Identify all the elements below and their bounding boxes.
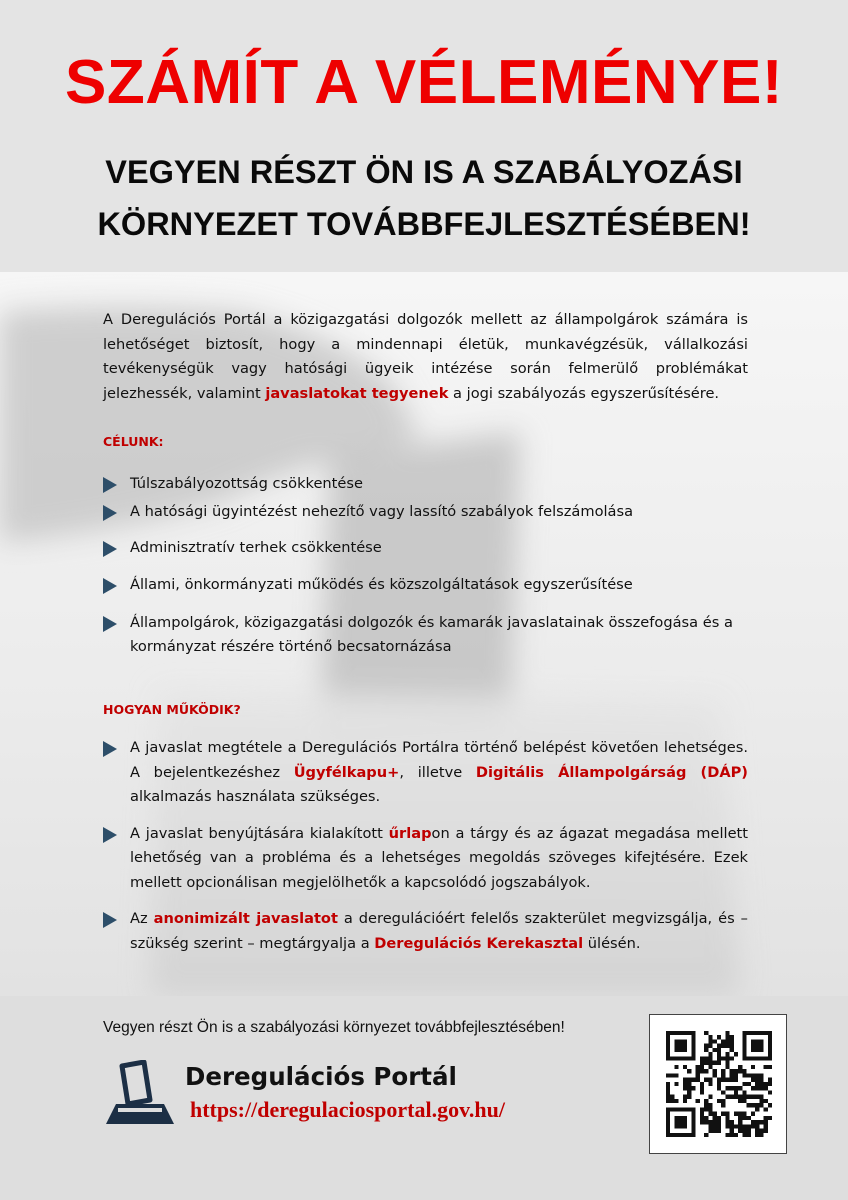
how-item: A javaslat megtétele a Deregulációs Portálra történő belépést követően lehetséges. A bejelentkezéshez Ügyfélkapu+, illetve Digitális Állampolgárság (DÁP) alkalmazás használata szükséges. (103, 736, 748, 810)
bullet-arrow-icon (103, 827, 117, 843)
intro-text-end: a jogi szabályozás egyszerűsítésére. (448, 384, 720, 402)
goal-item: A hatósági ügyintézést nehezítő vagy lassító szabályok felszámolása (103, 500, 748, 525)
goals-list (103, 472, 748, 660)
intro-paragraph (103, 308, 748, 406)
header-banner (0, 0, 848, 272)
footer-call-to-action: Vegyen részt Ön is a szabályozási környezet továbbfejlesztésében! (103, 1019, 565, 1036)
main-content (103, 308, 748, 956)
goals-heading: CÉLUNK: (103, 434, 164, 449)
how-item: Az anonimizált javaslatot a deregulációért felelős szakterület megvizsgálja, és – szükség szerint – megtárgyalja a Deregulációs Kerekasztal ülésén. (103, 907, 748, 956)
bullet-arrow-icon (103, 505, 117, 521)
bullet-arrow-icon (103, 578, 117, 594)
portal-name: Deregulációs Portál (185, 1062, 457, 1091)
goal-item: Túlszabályozottság csökkentése (103, 472, 748, 497)
goal-item: Állami, önkormányzati működés és közszolgáltatások egyszerűsítése (103, 573, 748, 598)
page-subtitle (0, 146, 848, 250)
goal-item: Adminisztratív terhek csökkentése (103, 536, 748, 561)
bullet-arrow-icon (103, 477, 117, 493)
qr-code-image (666, 1031, 772, 1137)
bullet-arrow-icon (103, 741, 117, 757)
bullet-arrow-icon (103, 541, 117, 557)
goal-item: Állampolgárok, közigazgatási dolgozók és kamarák javaslatainak összefogása és a kormányzat részére történő becsatornázása (103, 611, 748, 660)
portal-url-link[interactable]: https://deregulaciosportal.gov.hu/ (190, 1097, 505, 1122)
bullet-arrow-icon (103, 912, 117, 928)
subtitle-line-2: KÖRNYEZET TOVÁBBFEJLESZTÉSÉBEN! (97, 206, 751, 242)
qr-code[interactable] (649, 1014, 787, 1154)
subtitle-line-1: VEGYEN RÉSZT ÖN IS A SZABÁLYOZÁSI (105, 154, 743, 190)
how-heading: HOGYAN MŰKÖDIK? (103, 701, 241, 717)
intro-highlight: javaslatokat tegyenek (265, 384, 449, 402)
ballot-box-logo-icon (104, 1060, 176, 1126)
how-list (103, 736, 748, 956)
page-title: SZÁMÍT A VÉLEMÉNYE! (65, 48, 783, 117)
bullet-arrow-icon (103, 616, 117, 632)
intro-text: A Deregulációs Portál a közigazgatási dolgozók mellett az állampolgárok számára is lehetőséget biztosít, hogy a mindennapi életük, munkavégzésük, vállalkozási tevékenységük vagy hatósági ügyeik intézése során felmerülő problémákat jelezhessék, valamint (103, 311, 748, 402)
how-item: A javaslat benyújtására kialakított űrlapon a tárgy és az ágazat megadása mellett lehetőség van a probléma és a lehetséges megoldás szöveges kifejtésére. Ezek mellett opcionálisan megjelölhetők a kapcsolódó jogszabályok. (103, 822, 748, 896)
